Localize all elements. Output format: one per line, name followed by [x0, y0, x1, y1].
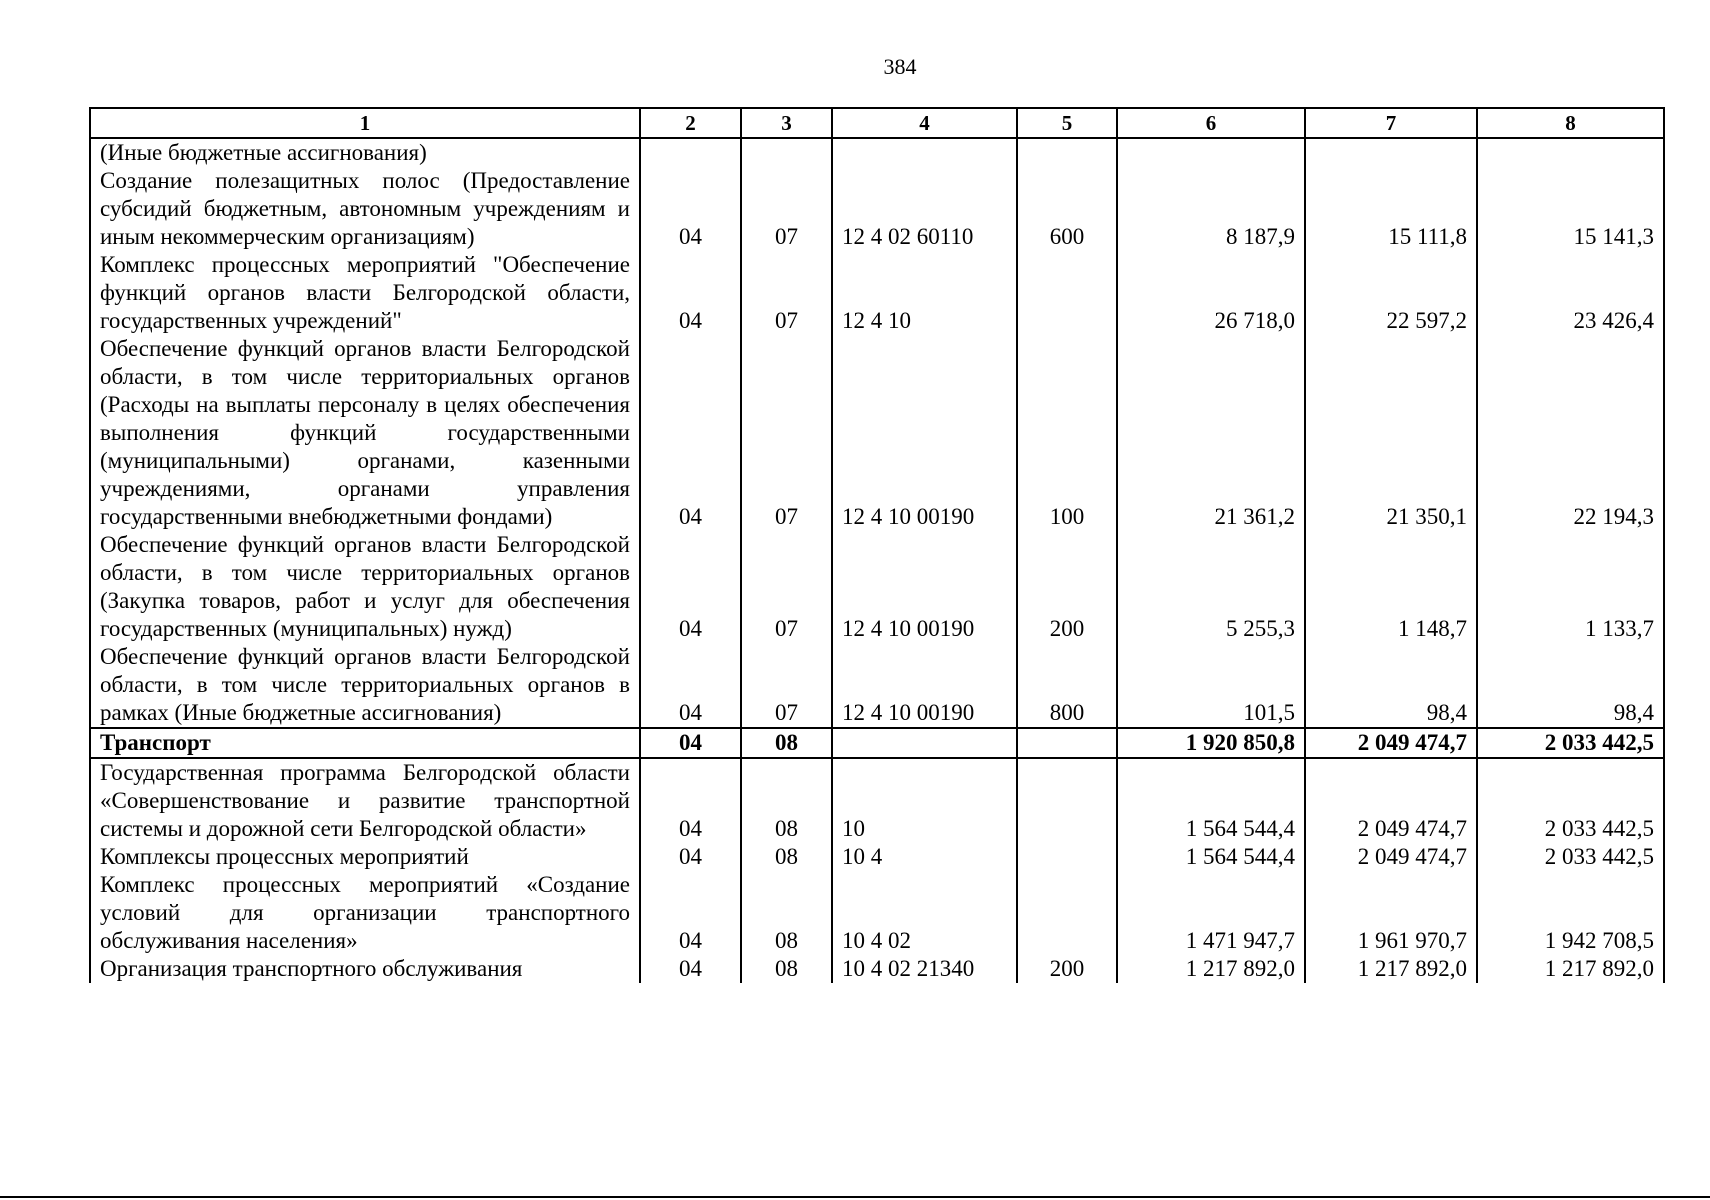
row-subsection: 08 [741, 843, 832, 871]
budget-table [89, 107, 1665, 983]
row-value-6: 26 718,0 [1117, 251, 1305, 335]
row-subsection: 07 [741, 643, 832, 728]
row-value-7: 1 148,7 [1305, 531, 1477, 643]
row-value-6: 1 217 892,0 [1117, 955, 1305, 983]
row-subsection: 08 [741, 728, 832, 758]
row-expense-type: 100 [1017, 335, 1117, 531]
row-section: 04 [640, 531, 741, 643]
row-subsection: 08 [741, 871, 832, 955]
row-value-7: 98,4 [1305, 643, 1477, 728]
row-target-article: 10 4 02 [832, 871, 1017, 955]
row-value-8: 22 194,3 [1477, 335, 1664, 531]
row-value-8: 23 426,4 [1477, 251, 1664, 335]
row-target-article: 12 4 10 00190 [832, 531, 1017, 643]
row-section: 04 [640, 167, 741, 251]
row-expense-type: 800 [1017, 643, 1117, 728]
row-expense-type: 200 [1017, 955, 1117, 983]
header-col-4: 4 [832, 108, 1017, 138]
row-section: 04 [640, 728, 741, 758]
row-target-article [832, 728, 1017, 758]
row-description: Государственная программа Белгородской области «Совершенствование и развитие транспортной системы и дорожной сети Белгородской области» [90, 758, 640, 843]
table-row [90, 167, 1664, 251]
row-value-8: 1 217 892,0 [1477, 955, 1664, 983]
row-expense-type [1017, 871, 1117, 955]
table-row [90, 251, 1664, 335]
row-value-6: 8 187,9 [1117, 167, 1305, 251]
header-col-6: 6 [1117, 108, 1305, 138]
header-col-2: 2 [640, 108, 741, 138]
row-subsection: 07 [741, 531, 832, 643]
row-target-article: 10 [832, 758, 1017, 843]
page-bottom-edge [0, 1196, 1710, 1198]
row-subsection: 07 [741, 251, 832, 335]
table-row [90, 335, 1664, 531]
table-row [90, 138, 1664, 167]
row-section: 04 [640, 955, 741, 983]
row-target-article: 12 4 10 00190 [832, 335, 1017, 531]
header-col-7: 7 [1305, 108, 1477, 138]
row-target-article [832, 138, 1017, 167]
row-value-7: 1 961 970,7 [1305, 871, 1477, 955]
row-expense-type [1017, 251, 1117, 335]
row-section: 04 [640, 843, 741, 871]
row-value-8: 1 133,7 [1477, 531, 1664, 643]
row-value-7: 15 111,8 [1305, 167, 1477, 251]
row-value-6: 5 255,3 [1117, 531, 1305, 643]
header-col-5: 5 [1017, 108, 1117, 138]
row-target-article: 12 4 02 60110 [832, 167, 1017, 251]
table-row [90, 643, 1664, 728]
table-row [90, 955, 1664, 983]
row-value-8: 98,4 [1477, 643, 1664, 728]
row-description: Создание полезащитных полос (Предоставление субсидий бюджетным, автономным учреждениям и иным некоммерческим организациям) [90, 167, 640, 251]
row-subsection: 07 [741, 167, 832, 251]
row-value-6: 21 361,2 [1117, 335, 1305, 531]
row-expense-type: 600 [1017, 167, 1117, 251]
table-row [90, 531, 1664, 643]
row-expense-type: 200 [1017, 531, 1117, 643]
row-value-6: 1 920 850,8 [1117, 728, 1305, 758]
row-value-6: 101,5 [1117, 643, 1305, 728]
row-expense-type [1017, 138, 1117, 167]
header-row [90, 108, 1664, 138]
page-number: 384 [883, 54, 917, 79]
row-description: Организация транспортного обслуживания [90, 955, 640, 983]
row-value-7: 21 350,1 [1305, 335, 1477, 531]
row-description: Обеспечение функций органов власти Белгородской области, в том числе территориальных органов (Расходы на выплаты персоналу в целях обеспечения выполнения функций государственными (муниципальными) органами, казенными учреждениями, органами управления государственными внебюджетными фондами) [90, 335, 640, 531]
row-value-6 [1117, 138, 1305, 167]
row-section: 04 [640, 758, 741, 843]
row-description: Комплекс процессных мероприятий "Обеспечение функций органов власти Белгородской области, государственных учреждений" [90, 251, 640, 335]
row-expense-type [1017, 758, 1117, 843]
row-section: 04 [640, 643, 741, 728]
row-target-article: 12 4 10 00190 [832, 643, 1017, 728]
row-subsection: 07 [741, 335, 832, 531]
row-target-article: 10 4 [832, 843, 1017, 871]
section-row-transport [90, 728, 1664, 758]
row-value-7 [1305, 138, 1477, 167]
row-description: Обеспечение функций органов власти Белгородской области, в том числе территориальных органов (Закупка товаров, работ и услуг для обеспечения государственных (муниципальных) нужд) [90, 531, 640, 643]
header-col-8: 8 [1477, 108, 1664, 138]
row-value-7: 2 049 474,7 [1305, 728, 1477, 758]
table-row [90, 758, 1664, 843]
row-value-6: 1 564 544,4 [1117, 758, 1305, 843]
row-value-7: 22 597,2 [1305, 251, 1477, 335]
row-value-6: 1 564 544,4 [1117, 843, 1305, 871]
row-description: Комплекс процессных мероприятий «Создание условий для организации транспортного обслуживания населения» [90, 871, 640, 955]
row-expense-type [1017, 728, 1117, 758]
row-section: 04 [640, 335, 741, 531]
row-section [640, 138, 741, 167]
row-value-8: 2 033 442,5 [1477, 843, 1664, 871]
table-row [90, 871, 1664, 955]
row-value-7: 2 049 474,7 [1305, 758, 1477, 843]
row-description: (Иные бюджетные ассигнования) [90, 138, 640, 167]
row-subsection: 08 [741, 955, 832, 983]
row-value-8 [1477, 138, 1664, 167]
row-subsection [741, 138, 832, 167]
row-target-article: 10 4 02 21340 [832, 955, 1017, 983]
row-value-7: 2 049 474,7 [1305, 843, 1477, 871]
row-value-8: 15 141,3 [1477, 167, 1664, 251]
header-col-1: 1 [90, 108, 640, 138]
row-section: 04 [640, 251, 741, 335]
row-value-8: 2 033 442,5 [1477, 758, 1664, 843]
row-description: Обеспечение функций органов власти Белгородской области, в том числе территориальных органов в рамках (Иные бюджетные ассигнования) [90, 643, 640, 728]
row-value-6: 1 471 947,7 [1117, 871, 1305, 955]
row-target-article: 12 4 10 [832, 251, 1017, 335]
row-value-8: 1 942 708,5 [1477, 871, 1664, 955]
row-description: Комплексы процессных мероприятий [90, 843, 640, 871]
table-row [90, 843, 1664, 871]
row-expense-type [1017, 843, 1117, 871]
row-subsection: 08 [741, 758, 832, 843]
row-section: 04 [640, 871, 741, 955]
row-value-7: 1 217 892,0 [1305, 955, 1477, 983]
header-col-3: 3 [741, 108, 832, 138]
row-value-8: 2 033 442,5 [1477, 728, 1664, 758]
row-description: Транспорт [90, 728, 640, 758]
